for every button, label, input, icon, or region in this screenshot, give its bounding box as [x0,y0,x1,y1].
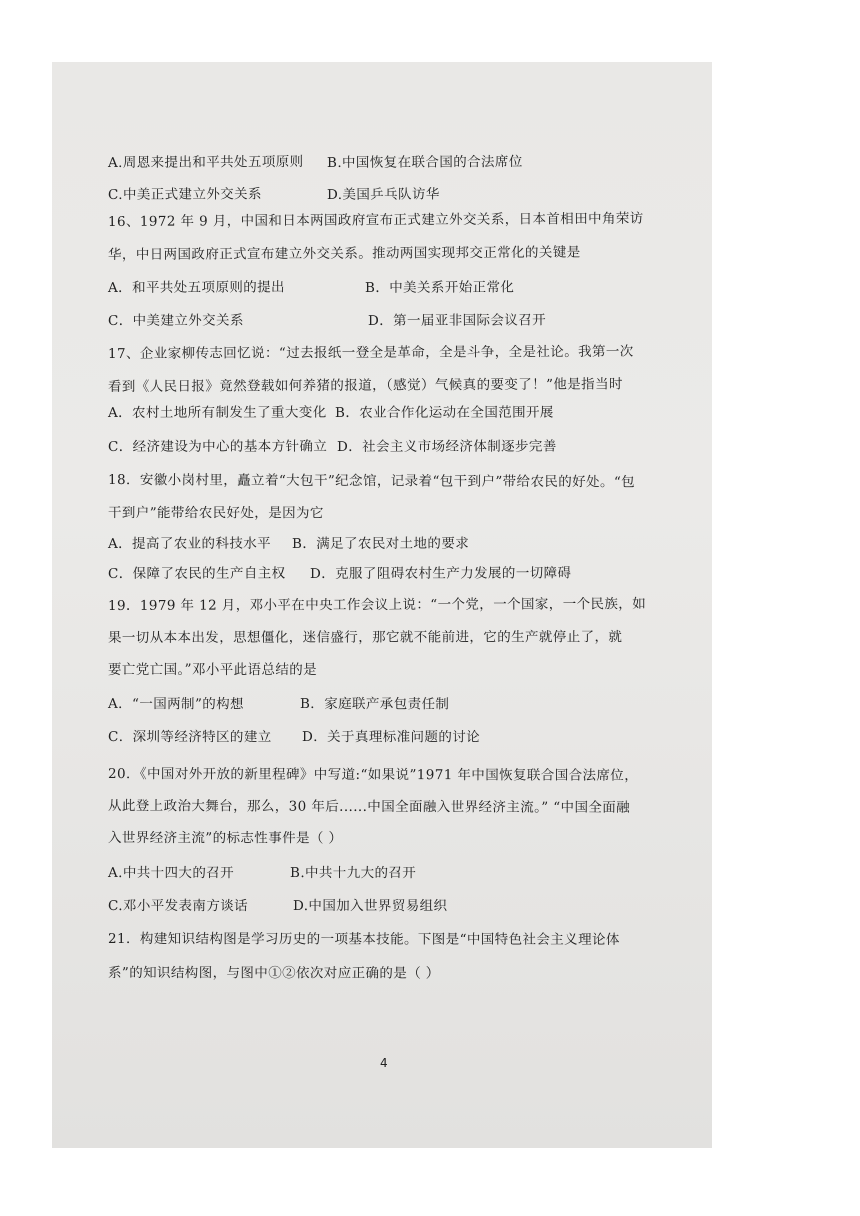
question-line: 要亡党亡国。”邓小平此语总结的是 [108,662,318,678]
question-line: 16、1972 年 9 月，中国和日本两国政府宣布正式建立外交关系，日本首相田中角荣访 [107,210,644,230]
option-b-d: D．社会主义市场经济体制逐步完善 [336,438,557,455]
question-line: 果一切从本本出发，思想僵化，迷信盛行，那它就不能前进，它的生产就停止了，就 [107,629,623,646]
question-line: 从此登上政治大舞台，那么，30 年后......中国全面融入世界经济主流。” “中国全面融 [107,798,631,816]
question-line: 入世界经济主流”的标志性事件是（ ） [107,830,343,847]
option-b-d: B．农业合作化运动在全国范围开展 [334,404,554,421]
option-b-d: B.中共十九大的召开 [289,865,417,882]
option-b-d: D．第一届亚非国际会议召开 [367,312,547,329]
question-line: 18．安徽小岗村里，矗立着“大包干”纪念馆，记录着“包干到户”带给农民的好处。“包 [107,472,636,491]
option-a-c: C．深圳等经济特区的建立 [107,729,272,746]
option-a-c: C.中美正式建立外交关系 [107,186,262,203]
option-a-c: C．经济建设为中心的基本方针确立 [107,438,328,455]
option-b-d: D.中国加入世界贸易组织 [292,898,448,915]
page-number: 4 [380,1056,388,1070]
option-a-c: A．提高了农业的科技水平 [107,535,272,552]
question-line: 17、企业家柳传志回忆说：“过去报纸一登全是革命，全是斗争，全是社论。我第一次 [107,343,634,362]
option-a-c: A．和平共处五项原则的提出 [107,279,285,296]
option-b-d: D.美国乒乓队访华 [326,186,440,203]
option-b-d: D．克服了阻碍农村生产力发展的一切障碍 [309,565,572,582]
question-line: 20．《中国对外开放的新里程碑》中写道:“如果说”1971 年中国恢复联合国合法席位， [107,766,639,784]
option-a-c: C．中美建立外交关系 [107,312,244,329]
question-line: 系”的知识结构图，与图中①②依次对应正确的是（ ） [107,965,440,982]
question-line: 21．构建知识结构图是学习历史的一项基本技能。下图是“中国特色社会主义理论体 [107,931,620,948]
question-line: 华，中日两国政府正式宣布建立外交关系。推动两国实现邦交正常化的关键是 [107,244,581,263]
option-a-c: A．农村土地所有制发生了重大变化 [107,404,327,421]
option-a-c: C．保障了农民的生产自主权 [107,565,286,582]
option-a-c: A.中共十四大的召开 [107,865,235,882]
option-b-d: B.中国恢复在联合国的合法席位 [326,153,523,171]
option-b-d: B．家庭联产承包责任制 [299,696,450,713]
option-b-d: B．中美关系开始正常化 [364,279,515,296]
option-a-c: A.周恩来提出和平共处五项原则 [107,153,304,171]
question-line: 19．1979 年 12 月，邓小平在中央工作会议上说：“一个党，一个国家，一个民族，如 [107,596,647,614]
option-a-c: C.邓小平发表南方谈话 [107,898,249,915]
question-line: 看到《人民日报》竟然登载如何养猪的报道，（感觉）气候真的要变了！”他是指当时 [107,376,623,395]
option-b-d: B．满足了农民对土地的要求 [291,535,470,552]
option-a-c: A．“一国两制”的构想 [107,696,244,713]
option-b-d: D．关于真理标准问题的讨论 [301,729,481,746]
question-line: 干到户”能带给农民好处，是因为它 [107,505,324,522]
